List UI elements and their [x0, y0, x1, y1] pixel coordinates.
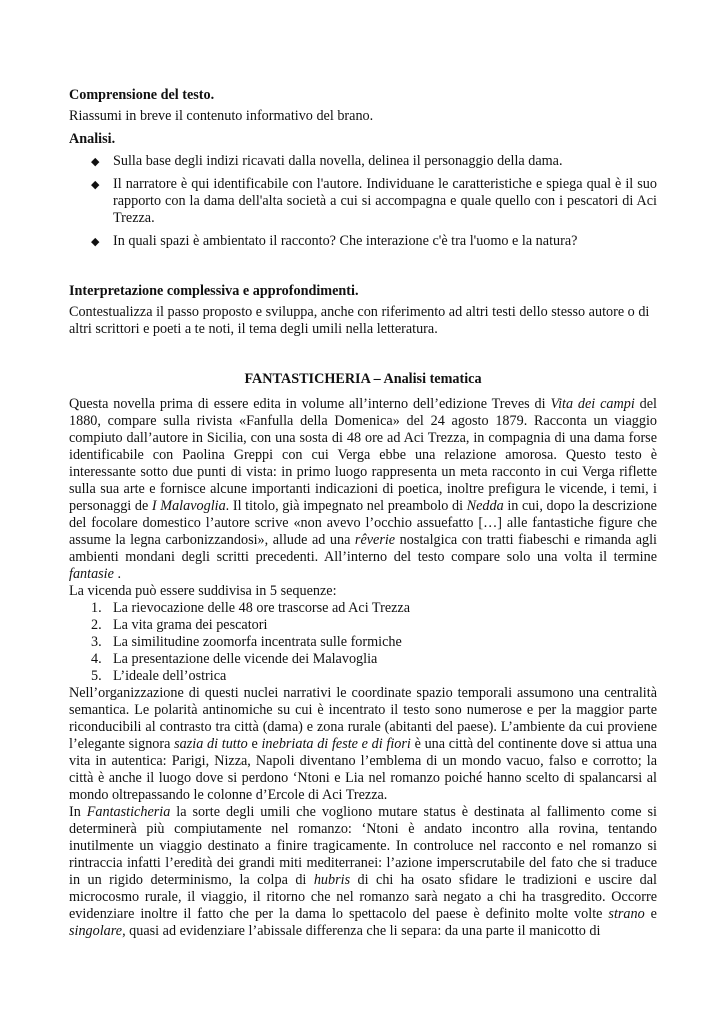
section-heading-comprensione: Comprensione del testo. [69, 87, 215, 103]
text-run: di chi ha osato sfidare le tradizioni e uscire dal microcosmo rurale, il viaggio, il ritorno che nel romanzo sarà negato a chi ha trasgredito. Occorre evidenziare inoltre il fatto che per la dama lo spettacolo del paese è definito molte volte [69, 872, 657, 922]
text-run: . Il titolo, già impegnato nel preambolo di [225, 498, 467, 514]
bullet-text: In quali spazi è ambientato il racconto? Che interazione c'è tra l'uomo e la natura? [113, 233, 578, 249]
text-run: nostalgica con tratti fiabeschi e rimanda agli ambienti mondani degli scritti precedenti. All’interno del testo compare solo una volta il termine [69, 532, 657, 565]
sequence-number: 2. [91, 617, 102, 633]
sequence-item [69, 617, 657, 634]
section-heading-interpretazione: Interpretazione complessiva e approfondimenti. [69, 283, 359, 299]
bullet-item [69, 176, 657, 227]
diamond-bullet-icon: ◆ [91, 178, 100, 191]
sequence-number: 1. [91, 600, 102, 616]
text-run: del 1880, compare sulla rivista «Fanfulla della Domenica» del 24 agosto 1879. Racconta un viaggio compiuto dall’autore in Sicilia, con una sosta di 48 ore ad Aci Trezza, in compagnia di una dama forse identificabile con Paolina Greppi con cui Verga ebbe una relazione amorosa. Questo testo è interessante sotto due punti di vista: in primo luogo rappresenta un meta racconto in cui Verga riflette sulla sua arte e fornisce alcune importanti indicazioni di poetica, inoltre prefigura le vicende, i temi, i personaggi de [69, 396, 657, 514]
text-run: la sorte degli umili che vogliono mutare status è destinata al fallimento come si determinerà più compiutamente nel romanzo: ‘Ntoni è andato incontro alla rovina, tentando inutilmente un viaggio destinato a finire tragicamente. In controluce nel racconto e nel romanzo si rintraccia infatti l’eredità dei grandi miti mediterranei: l’azione imperscrutabile del fato che si traduce in un rigido determinismo, la colpa di [69, 804, 657, 888]
sequence-text: L’ideale dell’ostrica [113, 668, 227, 684]
italic-term-singolare: singolare [69, 923, 123, 939]
section-heading-analisi: Analisi. [69, 131, 116, 147]
diamond-bullet-icon: ◆ [91, 155, 100, 168]
italic-term-hubris: hubris [313, 872, 351, 888]
analysis-paragraph-2 [69, 685, 657, 804]
analysis-bullet-list [69, 153, 657, 250]
italic-title-fantasticheria: Fantasticheria [86, 804, 171, 820]
text-run: Questa novella prima di essere edita in volume all’interno dell’edizione Treves di [69, 396, 551, 412]
text-run: in cui, dopo la descrizione del focolare domestico l’autore scrive «non avevo l’occhio assuefatto […] alle fantastiche figure che assume la legna carbonizzandosi», allude ad una [69, 498, 657, 548]
bullet-text: Il narratore è qui identificabile con l'autore. Individuane le caratteristiche e spiega qual è il suo rapporto con la dama dell'alta società a cui si accompagna e quale quello con i pescatori di Aci Trezza. [113, 176, 657, 226]
sequence-text: La vita grama dei pescatori [113, 617, 268, 633]
sequence-item [69, 668, 657, 685]
bullet-text: Sulla base degli indizi ricavati dalla novella, delinea il personaggio della dama. [113, 153, 563, 169]
sequence-text: La rievocazione delle 48 ore trascorse ad Aci Trezza [113, 600, 411, 616]
text-run: è una città del continente dove si attua una vita in autentica: Parigi, Nizza, Napoli diventano l’emblema di un mondo vacuo, falso e corrotto; la città è anche il luogo dove si perdono ‘Ntoni e Lia nel romanzo poiché hanno scelto di spalancarsi al mondo oltrepassando le colonne d’Ercole di Aci Trezza. [69, 736, 657, 803]
interpretation-text: Contestualizza il passo proposto e sviluppa, anche con riferimento ad altri testi dello stesso autore o di altri scrittori e poeti a te noti, il tema degli umili nella letteratura. [69, 304, 650, 337]
bullet-item [69, 233, 657, 250]
bullet-item [69, 153, 657, 170]
text-run: , quasi ad evidenziare l’abissale differenza che li separa: da una parte il manicotto di [122, 923, 601, 939]
sequence-list [69, 600, 657, 685]
sequence-text: La presentazione delle vicende dei Malavoglia [113, 651, 378, 667]
analysis-paragraph-1 [69, 396, 657, 583]
sequence-number: 5. [91, 668, 102, 684]
italic-term-strano: strano [608, 906, 645, 922]
italic-term-fantasie: fantasie [69, 566, 114, 582]
spacer [69, 256, 657, 283]
instruction-text: Riassumi in breve il contenuto informativo del brano. [69, 108, 374, 124]
spacer [69, 338, 657, 363]
italic-quote-sazia: sazia di tutto [174, 736, 248, 752]
text-run: In [69, 804, 87, 820]
sequence-text: La similitudine zoomorfa incentrata sulle formiche [113, 634, 402, 650]
sequence-item [69, 634, 657, 651]
diamond-bullet-icon: ◆ [91, 235, 100, 248]
analysis-title: FANTASTICHERIA – Analisi tematica [244, 371, 482, 387]
sequence-item [69, 651, 657, 668]
italic-title-malavoglia: I Malavoglia [151, 498, 226, 514]
analysis-paragraph-3 [69, 804, 657, 940]
italic-title-vita-dei-campi: Vita dei campi [550, 396, 635, 412]
italic-term-reverie: rêverie [354, 532, 396, 548]
sequence-number: 4. [91, 651, 102, 667]
italic-quote-inebriata: inebriata di feste e di fiori [261, 736, 411, 752]
text-run: . [113, 566, 122, 582]
text-run: e [247, 736, 262, 752]
text-run: Nell’organizzazione di questi nuclei narrativi le coordinate spazio temporali assumono una centralità semantica. Le polarità antinomiche su cui è incentrato il testo sono numerose e per la maggior parte riconducibili al contrasto tra città (dama) e zona rurale (abitanti del paese). L’ambiente da cui proviene l’elegante signora [69, 685, 657, 752]
document-body [69, 87, 657, 940]
italic-title-nedda: Nedda [466, 498, 504, 514]
sequence-intro: La vicenda può essere suddivisa in 5 sequenze: [69, 583, 337, 599]
text-run: e [644, 906, 657, 922]
sequence-item [69, 600, 657, 617]
sequence-number: 3. [91, 634, 102, 650]
